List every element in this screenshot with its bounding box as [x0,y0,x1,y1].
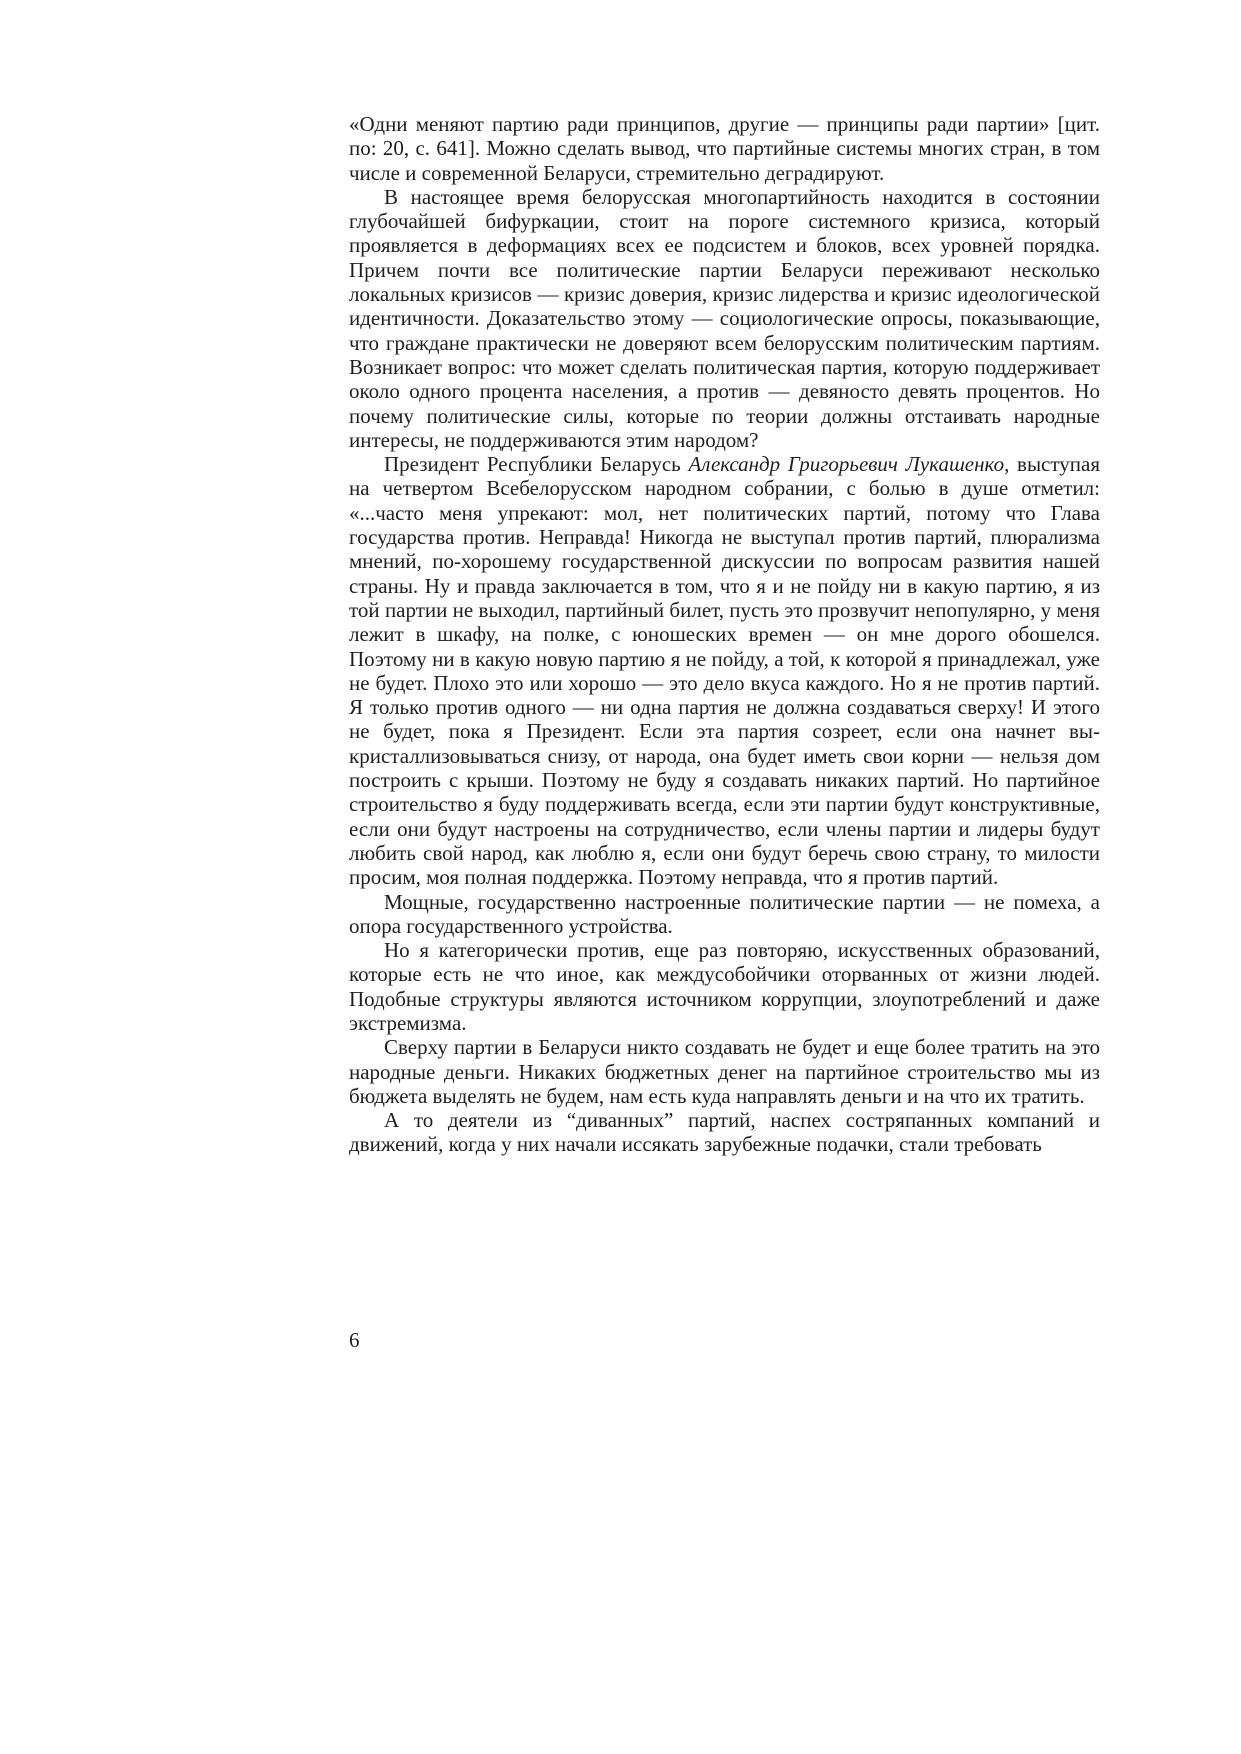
paragraph-party-crisis: В настоящее время белорусская многопартийность находится в состоянии глубочайшей бифуркации, стоит на пороге системного кризиса, который проявляется в деформациях всех ее подсистем и блоков, всех уровней порядка. Причем почти все политические партии Беларуси переживают несколько локальных кризисов — кризис доверия, кризис лидерства и кризис идеологической идентичности. Доказательство этому — социологические опросы, показывающие, что граждане практически не доверяют всем белорусским политическим партиям. Возникает вопрос: что может сделать политическая партия, которую поддерживает около одного процента населения, а против — девяносто девять процентов. Но почему политические силы, которые по теории должны отстаивать народные интересы, не поддерживаются этим народом? [349,184,1100,452]
paragraph-budget-money: Сверху партии в Беларуси никто создавать не будет и еще более тратить на это народные деньги. Никаких бюджетных денег на партийное строительство мы из бюджета выделять не будем, нам есть куда направлять деньги и на что их тратить. [349,1035,1100,1108]
paragraph-continuation: «Одни меняют партию ради принципов, другие — принципы ради партии» [цит. по: 20, с. 641]. Можно сделать вывод, что партийные системы многих стран, в том числе и современной Беларуси, стремительно деградируют. [349,112,1100,185]
quote-body: , выступая на четвертом Всебелорусском народном собрании, с болью в душе отметил: «...часто меня упрекают: мол, нет политических партий, потому что Глава государства против. Неправда! Никогда не выступал против партий, плюрализма мнений, по-хорошему государственной дискуссии по вопросам развития нашей страны. Ну и правда заключается в том, что я и не пойду ни в какую партию, я из той партии не выходил, партийный билет, пусть это прозвучит непопулярно, у меня лежит в шкафу, на полке, с юношеских времен — он мне дорого обошелся. Поэтому ни в какую новую партию я не пойду, а той, к которой я принадлежал, уже не будет. Плохо это или хорошо — это дело вкуса каждого. Но я не против партий. Я только против одного — ни одна партия не должна создаваться сверху! И этого не будет, пока я Президент. Если эта партия созреет, если она начнет выкристаллизовываться снизу, от народа, она будет иметь свои корни — нельзя дом построить с крыши. Поэтому не буду я создавать никаких партий. Но партийное строительство я буду поддерживать всегда, если эти партии будут конструктивные, если они будут настроены на сотрудничество, если члены партии и лидеры будут любить свой народ, как люблю я, если они будут беречь свою страну, то милости просим, моя полная поддержка. Поэтому неправда, что я против партий. [349,452,1100,890]
paragraph-artificial-formations: Но я категорически против, еще раз повторяю, искусственных образований, которые есть не что иное, как междусобойчики оторванных от жизни людей. Подобные структуры являются источником коррупции, злоупотреблений и даже экстремизма. [349,938,1100,1035]
paragraph-strong-parties: Мощные, государственно настроенные политические партии — не помеха, а опора государственного устройства. [349,889,1100,938]
paragraph-president-quote [349,452,1100,889]
paragraph-sofa-parties: А то деятели из “диванных” партий, наспех состряпанных компаний и движений, когда у них начали иссякать зарубежные подачки, стали требовать [349,1108,1100,1157]
page-number: 6 [349,1328,360,1352]
quote-intro: Президент Республики Беларусь [384,452,689,477]
president-name: Александр Григорьевич Лукашенко [688,452,1005,477]
body-text [349,112,1100,1157]
